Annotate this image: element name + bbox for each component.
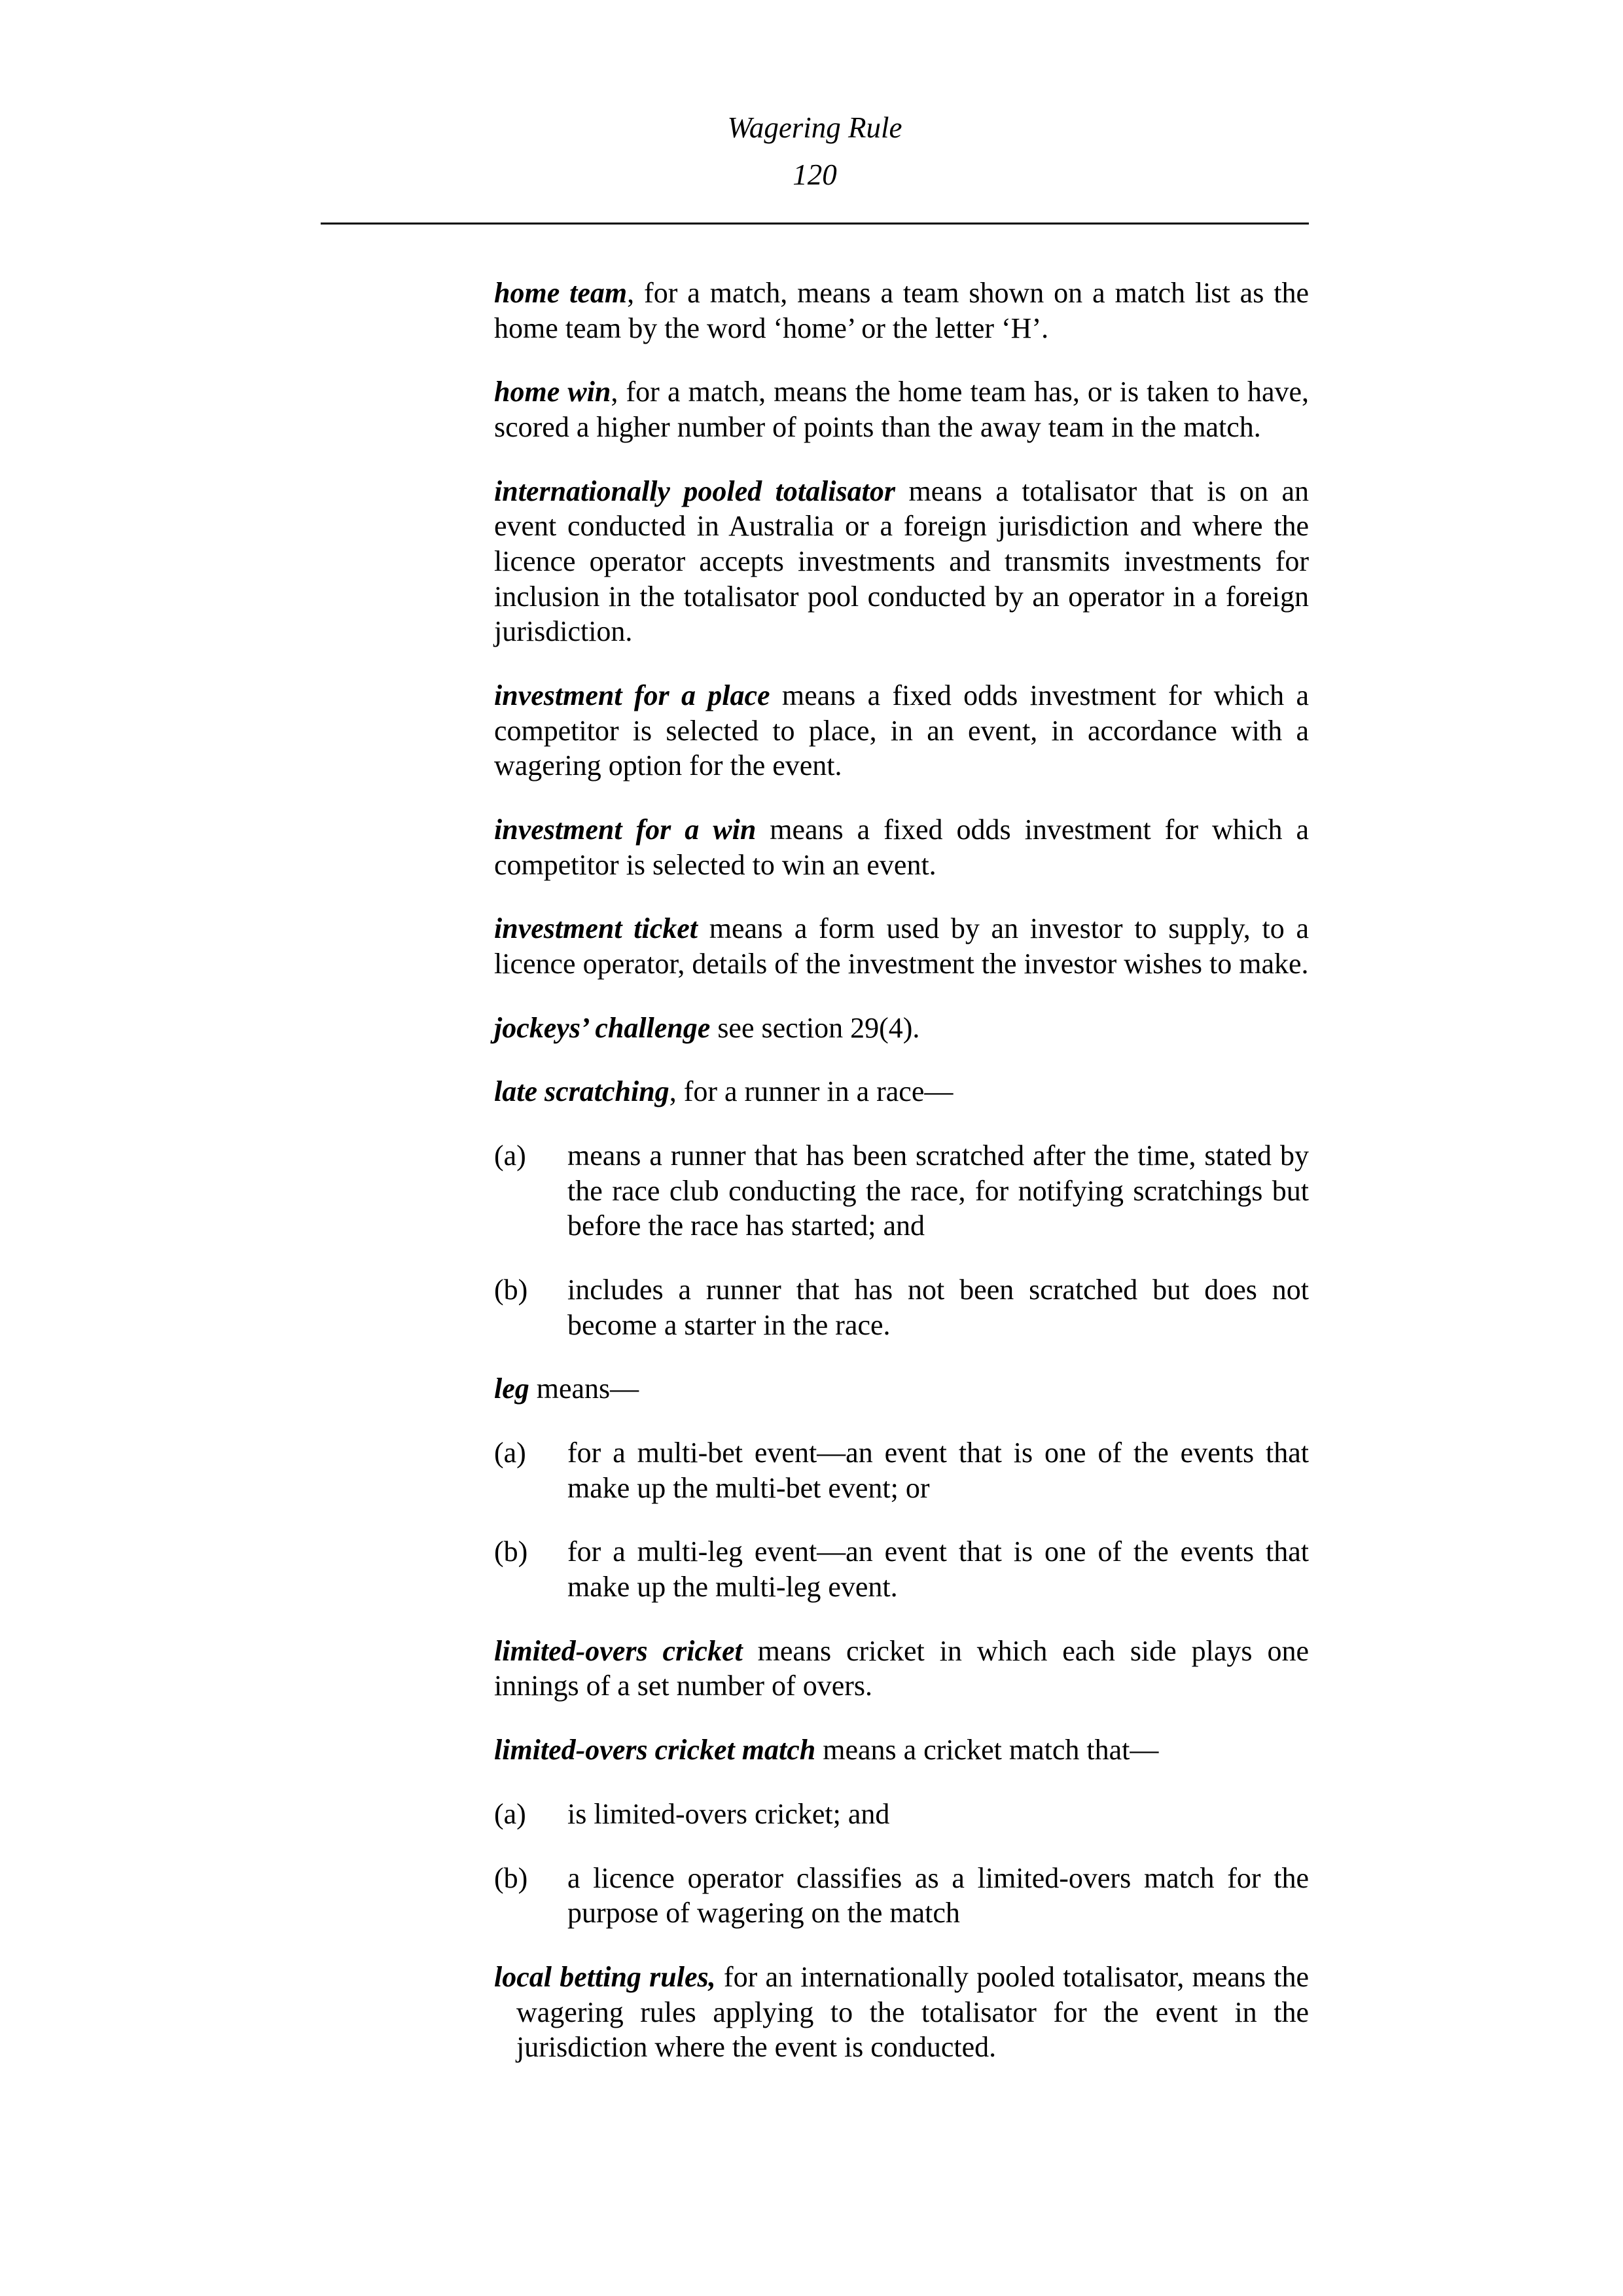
list-item-a [494, 1138, 1309, 1244]
page-header [321, 0, 1309, 224]
list-item-text: a licence operator classifies as a limited-overs match for the purpose of wagering on the match [567, 1861, 1309, 1929]
definition-investment-for-a-win [494, 812, 1309, 882]
list-item-marker: (b) [494, 1861, 528, 1894]
definition-late-scratching [494, 1074, 1309, 1109]
definition-text: means a totalisator that is on an event conducted in Australia or a foreign jurisdiction and where the licence operator accepts investments and transmits investments for inclusion in the totalisator pool conducted by an operator in a foreign jurisdiction. [494, 475, 1309, 648]
definition-text: , for a match, means the home team has, or is taken to have, scored a higher number of points than the away team in the match. [494, 376, 1309, 444]
list-item-text: for a multi-bet event—an event that is one of the events that make up the multi-bet event; or [567, 1437, 1309, 1504]
page-number: 120 [793, 158, 837, 191]
definition-text: means a fixed odds investment for which a competitor is selected to win an event. [494, 814, 1309, 881]
definition-leg [494, 1371, 1309, 1407]
definition-text: means cricket in which each side plays one innings of a set number of overs. [494, 1634, 1309, 1702]
defined-term: internationally pooled totalisator [494, 475, 895, 507]
list-item-marker: (b) [494, 1274, 528, 1306]
defined-term: local betting rules, [494, 1960, 716, 1993]
definition-text: means— [529, 1372, 639, 1405]
defined-term: late scratching [494, 1075, 669, 1108]
definition-text: means a cricket match that— [815, 1734, 1159, 1767]
defined-term: home team [494, 277, 628, 309]
defined-term: limited-overs cricket match [494, 1734, 816, 1767]
definition-jockeys-challenge [494, 1011, 1309, 1046]
list-item-b [494, 1534, 1309, 1604]
definition-investment-for-a-place [494, 678, 1309, 783]
list-item-a [494, 1797, 1309, 1832]
page-content [321, 0, 1309, 2065]
list-item-marker: (a) [494, 1797, 526, 1830]
definition-home-win [494, 374, 1309, 444]
list-item-marker: (a) [494, 1139, 526, 1172]
definition-text: means a fixed odds investment for which a competitor is selected to place, in an event, in accordance with a wagering option for the event. [494, 679, 1309, 782]
defined-term: investment for a place [494, 679, 770, 712]
definition-investment-ticket [494, 911, 1309, 981]
list-item-text: includes a runner that has not been scratched but does not become a starter in the race. [567, 1274, 1309, 1341]
definition-text: means a form used by an investor to supply, to a licence operator, details of the investment the investor wishes to make. [494, 912, 1309, 980]
definition-limited-overs-cricket [494, 1634, 1309, 1704]
list-item-text: means a runner that has been scratched after the time, stated by the race club conducting the race, for notifying scratchings but before the race has started; and [567, 1139, 1309, 1242]
list-item-text: for a multi-leg event—an event that is one of the events that make up the multi-leg event. [567, 1535, 1309, 1604]
defined-term: leg [494, 1372, 529, 1405]
list-item-marker: (a) [494, 1437, 526, 1469]
definition-text: see section 29(4). [710, 1011, 920, 1044]
list-item-marker: (b) [494, 1535, 528, 1568]
definition-limited-overs-cricket-match [494, 1732, 1309, 1768]
list-item-b [494, 1861, 1309, 1931]
list-item-text: is limited-overs cricket; and [567, 1797, 890, 1830]
defined-term: limited-overs cricket [494, 1634, 743, 1667]
defined-term: home win [494, 376, 611, 408]
definition-text: , for a runner in a race— [669, 1075, 954, 1108]
definition-local-betting-rules [494, 1960, 1309, 2065]
definition-home-team [494, 276, 1309, 346]
list-item-b [494, 1272, 1309, 1342]
defined-term: jockeys’ challenge [494, 1011, 711, 1044]
definition-text: , for a match, means a team shown on a match list as the home team by the word ‘home’ or the letter ‘H’. [494, 277, 1309, 344]
definition-internationally-pooled-totalisator [494, 474, 1309, 649]
defined-term: investment ticket [494, 912, 698, 945]
defined-term: investment for a win [494, 814, 757, 846]
definitions-body [321, 224, 1309, 2065]
list-item-a [494, 1435, 1309, 1505]
document-title: Wagering Rule [727, 111, 902, 144]
definition-text: for an internationally pooled totalisator, means the wagering rules applying to the totalisator for the event in the jurisdiction where the event is conducted. [516, 1960, 1310, 2064]
